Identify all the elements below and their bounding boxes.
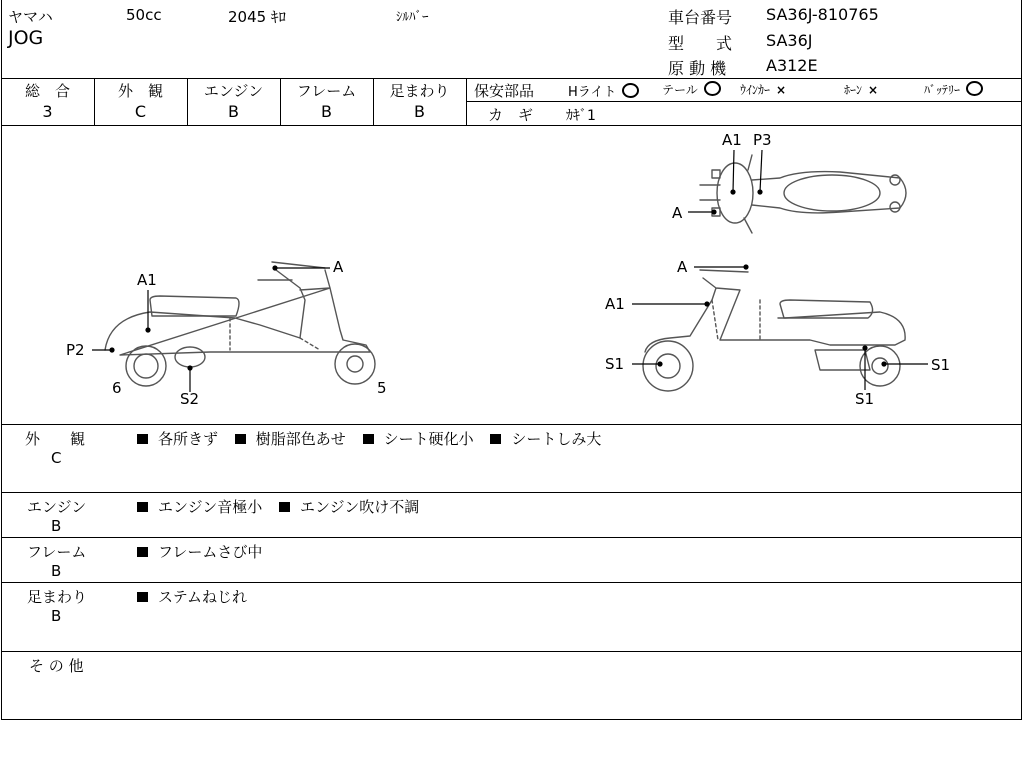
grade-suspension-value: B: [414, 102, 425, 121]
notes-exterior-items: 各所きず 樹脂部色あせ シート硬化小 シートしみ大: [137, 428, 613, 449]
label-top-a: A: [672, 204, 683, 222]
bullet-square-icon: [137, 434, 148, 444]
frame-number-label: 車台番号: [668, 8, 733, 27]
grade-exterior-label: 外 観: [117, 82, 163, 100]
color: ｼﾙﾊﾞｰ: [396, 10, 429, 25]
label-left-p2: P2: [66, 341, 85, 359]
bullet-square-icon: [235, 434, 246, 444]
engine-label: 原 動 機: [668, 59, 727, 78]
notes-engine-grade: B: [51, 517, 62, 535]
key-value: ｶｷﾞ1: [566, 108, 596, 124]
grade-overall-value: 3: [42, 102, 53, 121]
label-left-a1: A1: [137, 271, 157, 289]
key-label: カ ギ: [488, 106, 534, 124]
horn-item: ﾎｰﾝ ×: [844, 83, 879, 97]
notes-frame-items: フレームさび中: [137, 541, 274, 562]
notes-exterior-label: 外 観: [25, 430, 86, 448]
winker-item: ｳｲﾝｶｰ ×: [740, 83, 787, 97]
displacement: 50cc: [126, 6, 162, 24]
notes-engine-items: エンジン音極小 エンジン吹け不調: [137, 496, 431, 517]
type-label: 型 式: [668, 34, 733, 53]
type-value: SA36J: [766, 31, 813, 50]
bullet-square-icon: [137, 502, 148, 512]
label-left-s2: S2: [180, 390, 200, 408]
battery-item: ﾊﾞｯﾃﾘｰ: [924, 81, 983, 98]
label-right-a1: A1: [605, 295, 625, 313]
notes-frame-grade: B: [51, 562, 62, 580]
bullet-square-icon: [363, 434, 374, 444]
label-right-s1-bottom: S1: [855, 390, 875, 408]
notes-other-label: そ の 他: [29, 657, 84, 675]
notes-exterior-grade: C: [51, 449, 62, 467]
safety-label: 保安部品: [474, 82, 535, 100]
ng-cross-icon: ×: [776, 83, 787, 97]
maker: ヤマハ: [8, 8, 53, 26]
grade-overall-label: 総 合: [24, 82, 70, 100]
bullet-square-icon: [137, 547, 148, 557]
bullet-square-icon: [490, 434, 501, 444]
frame-number: SA36J-810765: [766, 5, 879, 24]
label-right-a: A: [677, 258, 688, 276]
diagram-leaders: [92, 150, 928, 392]
label-left-6: 6: [112, 379, 122, 397]
grade-engine-value: B: [228, 102, 239, 121]
label-top-p3: P3: [753, 131, 772, 149]
label-left-5: 5: [377, 379, 387, 397]
grade-frame-value: B: [321, 102, 332, 121]
engine-value: A312E: [766, 56, 818, 75]
ng-cross-icon: ×: [868, 83, 879, 97]
grade-engine-label: エンジン: [203, 82, 264, 100]
mileage: 2045 ｷﾛ: [228, 8, 286, 26]
notes-engine-label: エンジン: [27, 498, 87, 516]
label-top-a1: A1: [722, 131, 742, 149]
notes-suspension-items: ステムねじれ: [137, 586, 259, 607]
label-left-a: A: [333, 258, 344, 276]
grade-frame-label: フレーム: [296, 82, 357, 100]
label-right-s1-rear: S1: [931, 356, 951, 374]
bullet-square-icon: [279, 502, 290, 512]
headlight-item: Hライト: [568, 81, 639, 100]
notes-frame-label: フレーム: [27, 543, 87, 561]
model-name: JOG: [8, 27, 44, 49]
bullet-square-icon: [137, 592, 148, 602]
grade-exterior-value: C: [134, 102, 147, 121]
scooter-right-side-sketch: [643, 270, 905, 391]
taillight-item: テール: [662, 81, 721, 98]
notes-suspension-label: 足まわり: [27, 588, 88, 606]
label-right-s1-front: S1: [605, 355, 625, 373]
notes-suspension-grade: B: [51, 607, 62, 625]
scooter-top-view-sketch: [700, 155, 906, 233]
grade-suspension-label: 足まわり: [389, 82, 450, 100]
